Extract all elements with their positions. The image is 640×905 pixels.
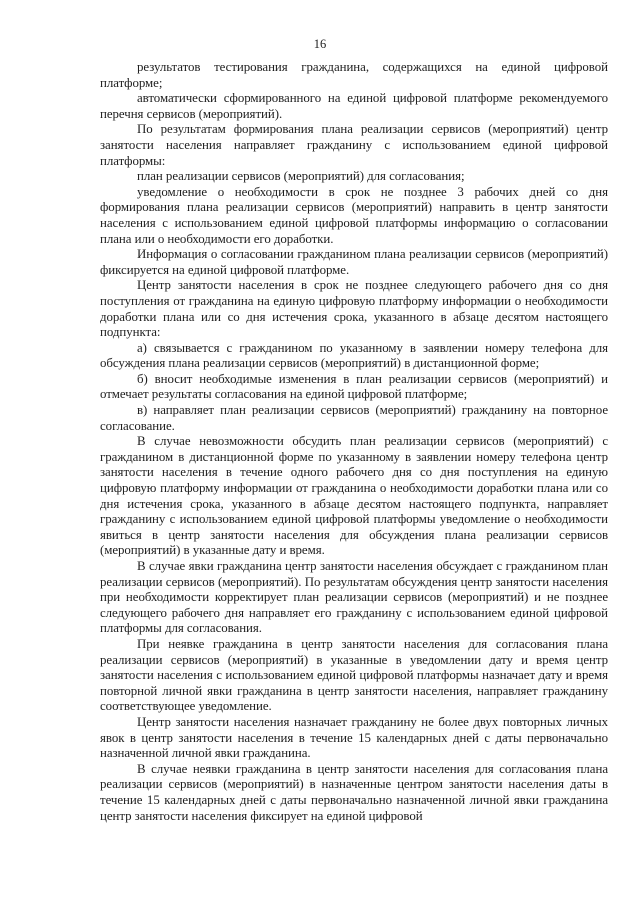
list-item-b: б) вносит необходимые изменения в план реализации сервисов (мероприятий) и отмечает результаты согласования на единой цифровой платформе; — [100, 371, 608, 402]
paragraph: уведомление о необходимости в срок не позднее 3 рабочих дней со дня формирования плана реализации сервисов (мероприятий) направить в центр занятости населения с использованием единой цифровой платформы информацию о согласовании плана или о необходимости его доработки. — [100, 184, 608, 246]
paragraph: автоматически сформированного на единой цифровой платформе рекомендуемого перечня сервисов (мероприятий). — [100, 91, 608, 121]
paragraph: По результатам формирования плана реализации сервисов (мероприятий) центр занятости населения направляет гражданину с использованием единой цифровой платформы: — [100, 122, 608, 168]
document-body — [100, 60, 608, 824]
paragraph: В случае явки гражданина центр занятости населения обсуждает с гражданином план реализации сервисов (мероприятий). По результатам обсуждения центр занятости населения при необходимости корректирует план реализации сервисов (мероприятий) и не позднее следующего рабочего дня направляет его гражданину с использованием единой цифровой платформы для согласования. — [100, 559, 608, 636]
page-number: 16 — [313, 37, 327, 51]
list-item-a: а) связывается с гражданином по указанному в заявлении номеру телефона для обсуждения плана реализации сервисов (мероприятий) в дистанционной форме; — [100, 340, 608, 371]
list-item-v: в) направляет план реализации сервисов (мероприятий) гражданину на повторное согласование. — [100, 403, 608, 433]
paragraph: Центр занятости населения назначает гражданину не более двух повторных личных явок в центр занятости населения в течение 15 календарных дней с даты первоначально назначенной личной явки гражданина. — [100, 714, 608, 761]
paragraph: В случае неявки гражданина в центр занятости населения для согласования плана реализации сервисов (мероприятий) в назначенные центром занятости населения даты в течение 15 календарных дней с даты первоначально назначенной личной явки гражданина центр занятости населения фиксирует на единой цифровой — [100, 761, 608, 823]
paragraph: При неявке гражданина в центр занятости населения для согласования плана реализации сервисов (мероприятий) в указанные в уведомлении дату и время центр занятости населения с использованием единой цифровой платформы назначает дату и время повторной личной явки гражданина в центр занятости населения, направляет гражданину соответствующее уведомление. — [100, 636, 608, 714]
paragraph: результатов тестирования гражданина, содержащихся на единой цифровой платформе; — [100, 60, 608, 90]
paragraph: Информация о согласовании гражданином плана реализации сервисов (мероприятий) фиксируется на единой цифровой платформе. — [100, 247, 608, 277]
paragraph: Центр занятости населения в срок не позднее следующего рабочего дня со дня поступления от гражданина на единую цифровую платформу информации о необходимости доработки плана или со дня истечения срока, указанного в абзаце десятом настоящего подпункта: — [100, 278, 608, 340]
paragraph: В случае невозможности обсудить план реализации сервисов (мероприятий) с гражданином в дистанционной форме по указанному в заявлении номеру телефона центр занятости населения в течение одного рабочего дня со дня поступления на единую цифровую платформу информации от гражданина о необходимости доработки плана или со дня истечения срока, указанного в абзаце десятом настоящего подпункта, направляет гражданину с использованием единой цифровой платформы уведомление о необходимости явиться в центр занятости населения для обсуждения плана реализации сервисов (мероприятий) в указанные дату и время. — [100, 434, 608, 558]
paragraph: план реализации сервисов (мероприятий) для согласования; — [137, 169, 465, 184]
